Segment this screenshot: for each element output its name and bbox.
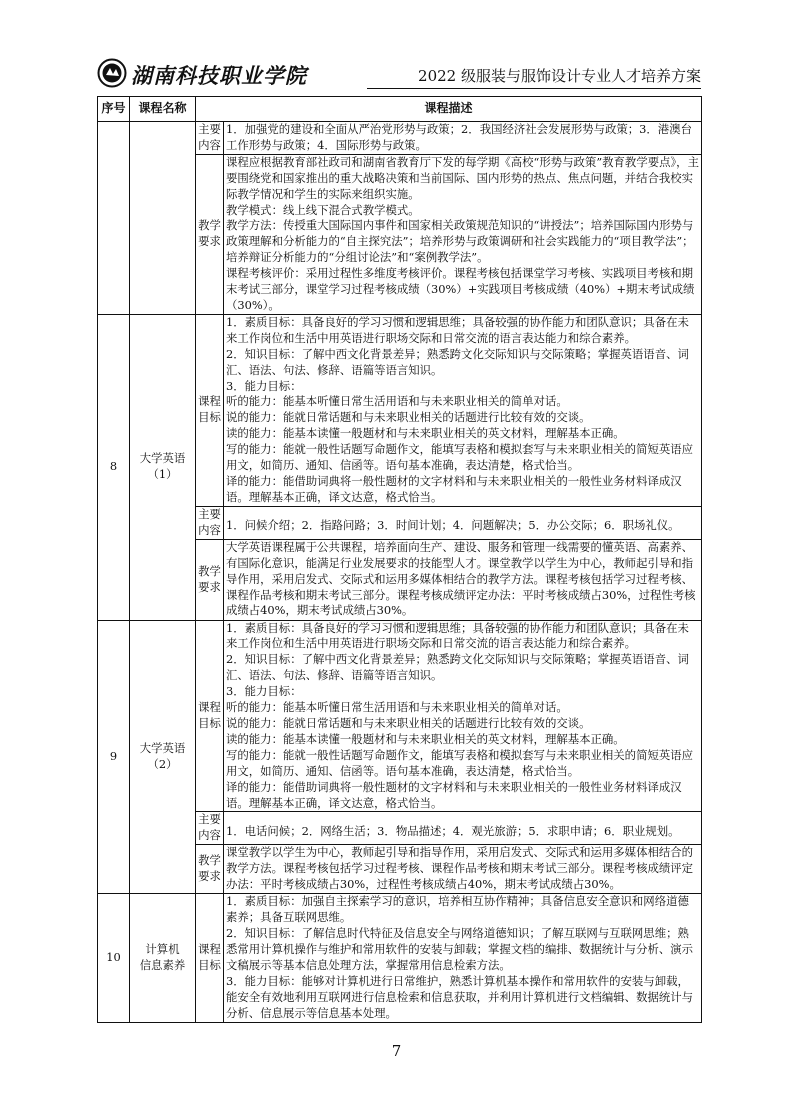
desc-line: 读的能力：能基本读懂一般题材和与未来职业相关的英文材料，理解基本正确。 bbox=[226, 731, 625, 746]
desc-cell bbox=[224, 154, 702, 314]
desc-cell bbox=[224, 845, 702, 894]
desc-line: 译的能力：能借助词典将一般性题材的文字材料和与未来职业相关的一般性业务材料译成汉语。理解基本正确，译文达意，格式恰当。 bbox=[226, 473, 682, 504]
school-name: 湖南科技职业学院 bbox=[131, 63, 307, 88]
course-name-cell bbox=[130, 122, 196, 315]
desc-line: 写的能力：能就一般性话题写命题作文，能填写表格和模拟套写与未来职业相关的简短英语应用文，如简历、通知、信函等。语句基本准确，表达清楚，格式恰当。 bbox=[226, 442, 694, 473]
course-name-cell bbox=[130, 894, 196, 1022]
page-number: 7 bbox=[391, 1042, 402, 1060]
course-no-cell: 9 bbox=[98, 620, 130, 894]
sub-label-cell: 课程目标 bbox=[196, 894, 224, 1022]
desc-line: 1．素质目标：加强自主探索学习的意识，培养相互协作精神；具备信息安全意识和网络道德素养；具备互联网思维。 bbox=[226, 894, 689, 925]
desc-line: 教学方法：传授重大国际国内事件和国家相关政策规范知识的“讲授法”；培养国际国内形势与政策理解和分析能力的“自主探究法”；培养形势与政策调研和社会实践能力的“项目教学法”；培养辩证分析能力的“分组讨论法”和“案例教学法”。 bbox=[226, 218, 694, 265]
desc-line: 译的能力：能借助词典将一般性题材的文字材料和与未来职业相关的一般性业务材料译成汉语。理解基本正确，译文达意，格式恰当。 bbox=[226, 779, 682, 810]
sub-label-cell: 主要内容 bbox=[196, 506, 224, 539]
desc-cell bbox=[224, 894, 702, 1022]
sub-label-cell: 主要内容 bbox=[196, 122, 224, 155]
desc-line: 写的能力：能就一般性话题写命题作文，能填写表格和模拟套写与未来职业相关的简短英语应用文，如简历、通知、信函等。语句基本准确，表达清楚，格式恰当。 bbox=[226, 747, 694, 778]
desc-line: 2．知识目标：了解中西文化背景差异；熟悉跨文化交际知识与交际策略；掌握英语语音、词汇、语法、句法、修辞、语篇等语言知识。 bbox=[226, 346, 689, 377]
course-name-line: 信息素养 bbox=[139, 957, 186, 972]
desc-line: 读的能力：能基本读懂一般题材和与未来职业相关的英文材料，理解基本正确。 bbox=[226, 426, 625, 441]
header-name: 课程名称 bbox=[130, 97, 196, 122]
sub-label-cell: 主要内容 bbox=[196, 812, 224, 845]
table-row bbox=[98, 122, 702, 155]
course-no-cell: 8 bbox=[98, 314, 130, 620]
header-rule bbox=[367, 88, 701, 89]
sub-label-cell: 课程目标 bbox=[196, 314, 224, 506]
desc-line: 说的能力：能就日常话题和与未来职业相关的话题进行比较有效的交谈。 bbox=[226, 410, 591, 425]
desc-line: 1．加强党的建设和全面从严治党形势与政策；2．我国经济社会发展形势与政策；3．港澳台工作形势与政策；4．国际形势与政策。 bbox=[226, 122, 692, 152]
desc-line: 1．素质目标：具备良好的学习习惯和逻辑思维；具备较强的协作能力和团队意识；具备在未来工作岗位和生活中用英语进行职场交际和日常交流的语言表达能力和综合素养。 bbox=[226, 620, 689, 651]
desc-line: 大学英语课程属于公共课程，培养面向生产、建设、服务和管理一线需要的懂英语、高素养、有国际化意识，能满足行业发展要求的技能型人才。课堂教学以学生为中心，教师起引导和指导作用，采用启发式、交际式和运用多媒体相结合的教学方法。课程考核包括学习过程考核、课程作品考核和期末考试三部分。课程考核成绩评定办法：平时考核成绩占30%，过程性考核成绩占40%，期末考试成绩占30%。 bbox=[226, 539, 696, 618]
desc-cell bbox=[224, 539, 702, 620]
course-name-cell bbox=[130, 314, 196, 620]
header-desc: 课程描述 bbox=[196, 97, 702, 122]
desc-cell bbox=[224, 506, 702, 539]
desc-cell bbox=[224, 812, 702, 845]
sub-label-cell: 课程目标 bbox=[196, 620, 224, 812]
course-name-line: （2） bbox=[147, 756, 178, 771]
course-no-cell bbox=[98, 122, 130, 315]
desc-line: 听的能力：能基本听懂日常生活用语和与未来职业相关的简单对话。 bbox=[226, 700, 568, 715]
sub-label-cell: 教学要求 bbox=[196, 154, 224, 314]
desc-line: 3．能力目标： bbox=[226, 378, 302, 393]
desc-line: 教学模式：线上线下混合式教学模式。 bbox=[226, 202, 420, 217]
desc-line: 1．电话问候；2．网络生活；3．物品描述；4．观光旅游；5．求职申请；6．职业规划。 bbox=[226, 823, 680, 838]
desc-line: 课程考核评价：采用过程性多维度考核评价。课程考核包括课堂学习考核、实践项目考核和期末考试三部分，课堂学习过程考核成绩（30%）+实践项目考核成绩（40%）+期末考试成绩（30%）。 bbox=[226, 266, 695, 312]
course-table bbox=[97, 96, 702, 1023]
page-header bbox=[97, 58, 701, 92]
table-row bbox=[98, 620, 702, 812]
desc-line: 3．能力目标：能够对计算机进行日常维护，熟悉计算机基本操作和常用软件的安装与卸载，能安全有效地利用互联网进行信息检索和信息获取，并利用计算机进行文档编辑、数据统计与分析、信息展示等信息基本处理。 bbox=[226, 973, 694, 1020]
course-name-line: 大学英语 bbox=[139, 451, 186, 466]
document-title: 2022 级服装与服饰设计专业人才培养方案 bbox=[418, 67, 701, 85]
desc-line: 课堂教学以学生为中心，教师起引导和指导作用，采用启发式、交际式和运用多媒体相结合的教学方法。课程考核包括学习过程考核、课程作品考核和期末考试三部分。课程考核成绩评定办法：平时考核成绩占30%，过程性考核成绩占40%，期末考试成绩占30%。 bbox=[226, 845, 694, 892]
desc-line: 1．素质目标：具备良好的学习习惯和逻辑思维；具备较强的协作能力和团队意识；具备在未来工作岗位和生活中用英语进行职场交际和日常交流的语言表达能力和综合素养。 bbox=[226, 314, 689, 345]
desc-line: 2．知识目标：了解中西文化背景差异；熟悉跨文化交际知识与交际策略；掌握英语语音、词汇、语法、句法、修辞、语篇等语言知识。 bbox=[226, 652, 689, 683]
course-name-line: 计算机 bbox=[145, 941, 180, 956]
desc-cell bbox=[224, 620, 702, 812]
course-name-line: （1） bbox=[147, 467, 178, 482]
header-no: 序号 bbox=[98, 97, 130, 122]
course-no-cell: 10 bbox=[98, 894, 130, 1022]
table-row bbox=[98, 314, 702, 506]
course-name-line: 大学英语 bbox=[139, 741, 186, 755]
course-name-cell bbox=[130, 620, 196, 894]
desc-line: 1．问候介绍；2．指路问路；3．时间计划；4．问题解决；5．办公交际；6．职场礼仪。 bbox=[226, 518, 680, 533]
desc-line: 3．能力目标： bbox=[226, 684, 302, 699]
school-logo-icon bbox=[97, 58, 127, 88]
desc-line: 课程应根据教育部社政司和湖南省教育厅下发的每学期《高校“形势与政策”教育教学要点》，主要围绕党和国家推出的重大战略决策和当前国际、国内形势的热点、焦点问题，并结合我校实际教学情况和学生的实际来组织实施。 bbox=[226, 154, 699, 201]
desc-cell bbox=[224, 314, 702, 506]
desc-line: 2．知识目标：了解信息时代特征及信息安全与网络道德知识；了解互联网与互联网思维；熟悉常用计算机操作与维护和常用软件的安装与卸载；掌握文档的编排、数据统计与分析、演示文稿展示等基本信息处理方法，掌握常用信息检索方法。 bbox=[226, 926, 694, 972]
desc-line: 听的能力：能基本听懂日常生活用语和与未来职业相关的简单对话。 bbox=[226, 394, 568, 409]
sub-label-cell: 教学要求 bbox=[196, 539, 224, 620]
desc-cell bbox=[224, 122, 702, 155]
table-header-row bbox=[98, 97, 702, 122]
table-row bbox=[98, 894, 702, 1022]
sub-label-cell: 教学要求 bbox=[196, 845, 224, 894]
desc-line: 说的能力：能就日常话题和与未来职业相关的话题进行比较有效的交谈。 bbox=[226, 716, 591, 730]
